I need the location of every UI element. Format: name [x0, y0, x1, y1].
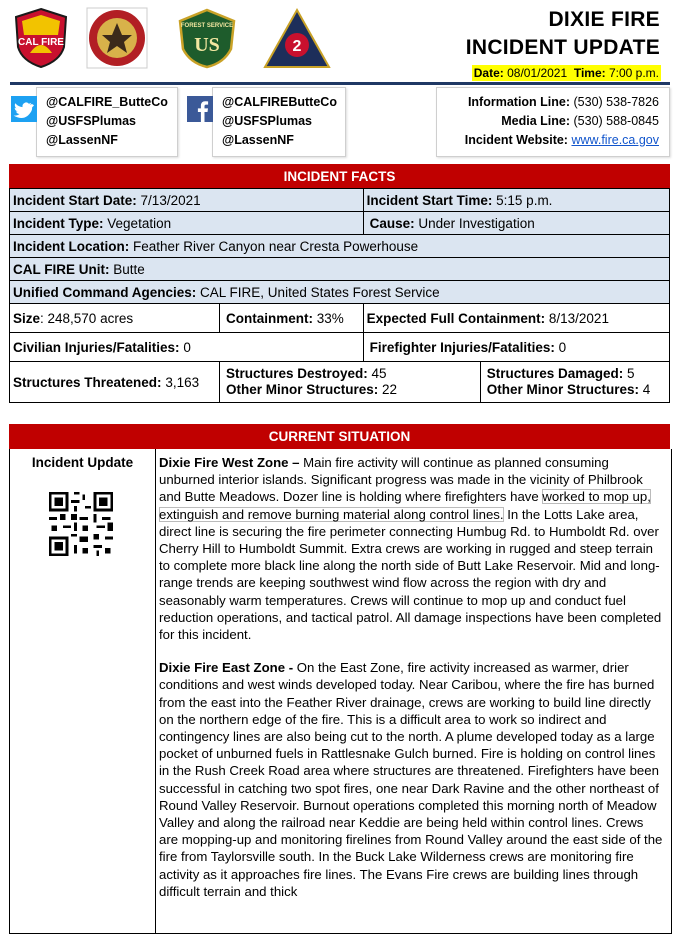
incident-type-cell	[10, 212, 364, 235]
unit-cell	[10, 258, 670, 281]
start-date-value: 7/13/2021	[140, 192, 201, 208]
date-label: Date:	[473, 66, 504, 80]
media-line-label: Media Line:	[501, 114, 571, 128]
agencies-cell	[10, 281, 670, 304]
time-label: Time:	[573, 66, 606, 80]
facebook-handle[interactable]: @CALFIREButteCo	[222, 95, 337, 109]
twitter-icon[interactable]	[11, 96, 37, 122]
twitter-handle[interactable]: @USFSPlumas	[46, 114, 136, 128]
size-cell	[10, 304, 220, 333]
threatened-cell	[10, 362, 220, 403]
location-value: Feather River Canyon near Cresta Powerhouse	[133, 238, 419, 254]
start-time-cell	[363, 189, 669, 212]
contact-info	[465, 93, 659, 150]
civilian-injuries-value: 0	[183, 339, 191, 355]
west-zone-text-cont: In the Lotts Lake area, direct line is securing the fire perimeter connecting Humbug Rd. to Humboldt Rd. over Cherry Hill to Humboldt Summit. Extra crews are working in rugged and steep terrain to complete more black line along the north side of Butt Lake Reservoir. Mid and long-range trends are keeping southwest wind flow across the region with dry and seasonably warm temperatures. Crews will continue to mop up and conduct fuel reduction operations, and tactical patrol. All damage inspections have been completed for this incident.	[159, 506, 662, 643]
destroyed-cell	[219, 362, 480, 403]
twitter-handle[interactable]: @CALFIRE_ButteCo	[46, 95, 168, 109]
other-minor-damaged-value: 4	[642, 382, 651, 397]
east-zone-paragraph	[159, 659, 663, 900]
twitter-handles	[46, 93, 168, 150]
agencies-label: Unified Command Agencies:	[13, 284, 197, 300]
west-zone-selected-text: worked to mop up, extinguish and remove burning material along control lines.	[159, 489, 651, 522]
twitter-handle[interactable]: @LassenNF	[46, 133, 118, 147]
cause-value: Under Investigation	[418, 215, 535, 231]
west-zone-paragraph	[159, 454, 663, 643]
agencies-value: CAL FIRE, United States Forest Service	[200, 284, 440, 300]
forest-service-logo	[176, 7, 238, 69]
title-line-2: INCIDENT UPDATE	[465, 36, 660, 59]
facebook-handles	[222, 93, 337, 150]
current-situation-body	[9, 449, 672, 934]
info-line-value: (530) 538-7826	[573, 95, 659, 109]
cal-fire-logo	[10, 7, 72, 69]
start-time-label: Incident Start Time:	[366, 192, 493, 208]
containment-cell	[219, 304, 363, 333]
unit-value: Butte	[113, 261, 145, 277]
damaged-value: 5	[627, 366, 635, 381]
svg-text:US: US	[194, 34, 220, 56]
incident-update-label: Incident Update	[31, 455, 134, 470]
start-date-cell	[10, 189, 364, 212]
butte-county-seal	[86, 7, 148, 69]
facebook-handle[interactable]: @LassenNF	[222, 133, 294, 147]
size-value: : 248,570 acres	[40, 310, 134, 326]
website-link[interactable]: www.fire.ca.gov	[571, 133, 659, 147]
svg-text:CAL FIRE: CAL FIRE	[18, 37, 64, 48]
title-line-1: DIXIE FIRE	[548, 8, 660, 31]
cause-label: Cause:	[369, 215, 415, 231]
ff-injuries-cell	[363, 333, 669, 362]
date-value: 08/01/2021	[507, 66, 568, 80]
situation-text	[159, 454, 663, 916]
header-rule	[10, 82, 670, 85]
info-line-label: Information Line:	[467, 95, 571, 109]
start-time-value: 5:15 p.m.	[496, 192, 553, 208]
threatened-value: 3,163	[165, 374, 200, 390]
east-zone-text: On the East Zone, fire activity increased as warmer, drier conditions and west winds developed today. Near Caribou, where the fire has burned from the east into the Feather River drainage, crews are working to build line directly on the northern edge of the fire. This is a difficult area to work so indirect and contingency lines are also being cut to the north. A plume developed today as a large pocket of unburned fuels in Rattlesnake Gulch burned. Fire is holding on control lines in the Rush Creek Road area where structures are threatened. Firefighters have been successful in catching two spot fires, one near Dark Ravine and the other northeast of Round Valley Reservoir. Burnout operations completed this morning north of Meadow Valley and along the railroad near Keddie are being held within control lines. Crews are mopping-up and monitoring firelines from Round Valley around the east side of the fire from Taylorsville south. In the Buck Lake Wilderness crews are monitoring fire activity as it approaches fire lines. The Evans Fire crews are building lines through difficult terrain and thick	[159, 660, 663, 899]
west-zone-text: Main fire activity will continue as planned consuming unburned interior islands. Significant progress was made in the vicinity of Philbrook and Butte Meadows. Dozer line is holding where firefighters have	[159, 455, 643, 505]
full-containment-cell	[363, 304, 669, 333]
civilian-injuries-label: Civilian Injuries/Fatalities:	[13, 339, 180, 355]
start-date-label: Incident Start Date:	[13, 192, 137, 208]
svg-text:2: 2	[292, 38, 302, 55]
damaged-label: Structures Damaged:	[486, 366, 624, 381]
ca-iimt-2-logo	[262, 7, 332, 69]
size-label: Size	[13, 310, 41, 326]
svg-text:FOREST SERVICE: FOREST SERVICE	[180, 23, 234, 29]
incident-facts-table	[9, 188, 670, 403]
time-value: 7:00 p.m.	[608, 66, 659, 80]
qr-code-icon[interactable]	[46, 489, 116, 559]
location-label: Incident Location:	[13, 238, 130, 254]
full-containment-label: Expected Full Containment:	[366, 310, 546, 326]
document-title	[466, 6, 660, 62]
west-zone-title: Dixie Fire West Zone –	[159, 455, 300, 470]
incident-facts-header: INCIDENT FACTS	[9, 164, 670, 189]
containment-value: 33%	[316, 310, 344, 326]
facebook-icon[interactable]	[187, 96, 213, 122]
media-line-value: (530) 588-0845	[573, 114, 659, 128]
other-minor-label: Other Minor Structures:	[486, 382, 639, 397]
location-cell	[10, 235, 670, 258]
incident-type-label: Incident Type:	[13, 215, 104, 231]
other-minor-destroyed-value: 22	[381, 382, 398, 397]
east-zone-title: Dixie Fire East Zone -	[159, 660, 294, 676]
facebook-handle[interactable]: @USFSPlumas	[222, 114, 312, 128]
incident-type-value: Vegetation	[107, 215, 172, 231]
ff-injuries-value: 0	[558, 339, 567, 355]
website-label: Incident Website:	[464, 133, 568, 147]
cause-cell	[363, 212, 669, 235]
column-divider	[155, 449, 156, 933]
destroyed-value: 45	[371, 366, 387, 381]
date-time-line	[472, 65, 661, 81]
destroyed-label: Structures Destroyed:	[225, 366, 368, 381]
other-minor-label: Other Minor Structures:	[225, 382, 379, 397]
civilian-injuries-cell	[10, 333, 364, 362]
ff-injuries-label: Firefighter Injuries/Fatalities:	[369, 339, 555, 355]
damaged-cell	[480, 362, 669, 403]
current-situation-header: CURRENT SITUATION	[9, 424, 670, 449]
threatened-label: Structures Threatened:	[13, 374, 162, 390]
full-containment-value: 8/13/2021	[548, 310, 609, 326]
unit-label: CAL FIRE Unit:	[13, 261, 110, 277]
containment-label: Containment:	[225, 310, 313, 326]
